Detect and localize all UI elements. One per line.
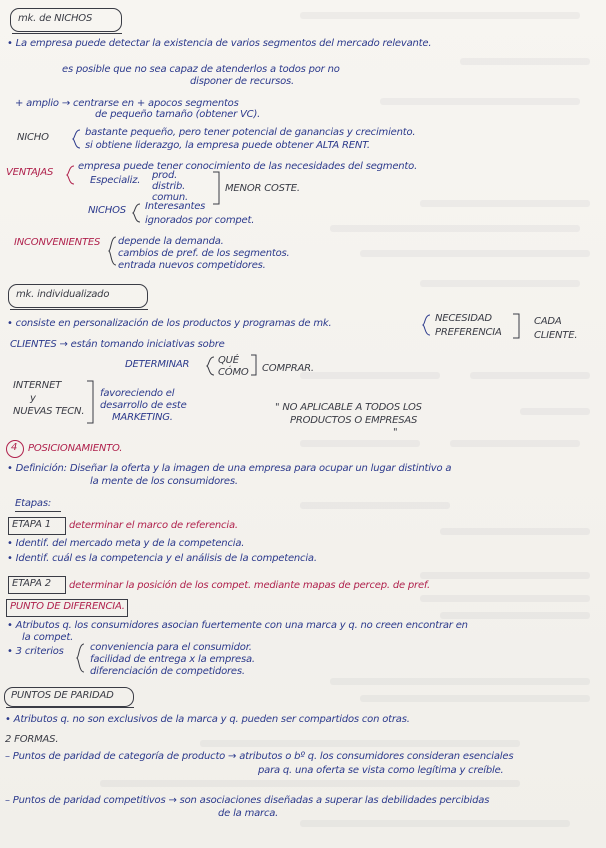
note-line: Especializ. [90, 175, 141, 186]
note-line: CÓMO [218, 367, 249, 378]
note-line: empresa puede tener conocimiento de las necesidades del segmento. [78, 161, 418, 172]
note-line: NUEVAS TECN. [13, 406, 85, 417]
note-line: INTERNET [13, 380, 62, 391]
note-line: de la marca. [218, 808, 279, 819]
subsection-title: PUNTOS DE PARIDAD [11, 690, 114, 701]
note-line: conveniencia para el consumidor. [90, 642, 252, 653]
note-line: • Identif. cuál es la competencia y el análisis de la competencia. [7, 553, 317, 564]
underline [15, 511, 61, 512]
note-line: NECESIDAD [435, 313, 492, 324]
note-line: bastante pequeño, pero tener potencial de ganancias y crecimiento. [85, 127, 416, 138]
note-line: disponer de recursos. [190, 76, 294, 87]
note-line: determinar el marco de referencia. [69, 520, 238, 531]
note-line: – Puntos de paridad de categoría de producto → atributos o bº q. los consumidores consideran esenciales [5, 751, 514, 762]
note-line: MARKETING. [112, 412, 173, 423]
note-line: para q. una oferta se vista como legítima y creíble. [258, 765, 504, 776]
etapa-label: ETAPA 1 [12, 519, 51, 530]
note-line: comun. [152, 192, 189, 203]
note-line: " NO APLICABLE A TODOS LOS [275, 402, 422, 413]
brace-icon [108, 236, 118, 266]
brace-icon [72, 129, 82, 149]
brace-icon [66, 165, 76, 185]
note-line: • La empresa puede detectar la existencia de varios segmentos del mercado relevante. [7, 38, 432, 49]
note-line: depende la demanda. [118, 236, 224, 247]
bracket-icon [512, 313, 522, 339]
note-line: • Definición: Diseñar la oferta y la imagen de una empresa para ocupar un lugar distintivo a [7, 463, 452, 474]
note-line: • Atributos q. no son exclusivos de la marca y q. pueden ser compartidos con otras. [5, 714, 410, 725]
note-line: cambios de pref. de los segmentos. [118, 248, 290, 259]
label-ventajas: VENTAJAS [6, 167, 54, 178]
note-line: la compet. [22, 632, 74, 643]
note-line: distrib. [152, 181, 186, 192]
note-line: entrada nuevos competidores. [118, 260, 266, 271]
note-line: " [393, 427, 398, 438]
note-line: de pequeño tamaño (obtener VC). [95, 109, 261, 120]
note-line: Interesantes [145, 201, 206, 212]
bracket-icon [86, 380, 96, 424]
label-inconvenientes: INCONVENIENTES [14, 237, 101, 248]
note-line: y [30, 393, 36, 404]
note-line: • Identif. del mercado meta y de la competencia. [7, 538, 245, 549]
note-line: prod. [152, 170, 178, 181]
note-line: PRODUCTOS O EMPRESAS [290, 415, 418, 426]
section-title-nichos: mk. de NICHOS [18, 13, 93, 24]
note-line: si obtiene liderazgo, la empresa puede obtener ALTA RENT. [85, 140, 370, 151]
note-line: PREFERENCIA [435, 327, 502, 338]
note-line: • consiste en personalización de los productos y programas de mk. [7, 318, 332, 329]
note-line: CLIENTE. [534, 330, 578, 341]
brace-icon [76, 643, 86, 673]
note-line: NICHOS [88, 205, 126, 216]
note-line: • Atributos q. los consumidores asocian fuertemente con una marca y q. no creen encontrar en [7, 620, 468, 631]
note-line: 2 FORMAS. [5, 734, 59, 745]
label-nicho: NICHO [17, 132, 49, 143]
note-line: ignorados por compet. [145, 215, 255, 226]
section-number: 4 [11, 442, 18, 453]
subsection-title: PUNTO DE DIFERENCIA. [10, 601, 125, 612]
note-line: DETERMINAR [125, 359, 190, 370]
note-line: la mente de los consumidores. [90, 476, 238, 487]
note-line: determinar la posición de los compet. mediante mapas de percep. de pref. [69, 580, 431, 591]
note-line: + amplio → centrarse en + apocos segmentos [15, 98, 239, 109]
note-line: COMPRAR. [262, 363, 314, 374]
bracket-icon [212, 171, 222, 205]
note-line: – Puntos de paridad competitivos → son asociaciones diseñadas a superar las debilidades percibidas [5, 795, 490, 806]
note-line: CLIENTES → están tomando iniciativas sobre [10, 339, 225, 350]
title-underline [6, 707, 134, 708]
note-line: es posible que no sea capaz de atenderlos a todos por no [62, 64, 340, 75]
brace-icon [422, 314, 432, 336]
note-line: MENOR COSTE. [225, 183, 300, 194]
note-line: diferenciación de competidores. [90, 666, 245, 677]
note-line: facilidad de entrega x la empresa. [90, 654, 255, 665]
title-underline [12, 33, 122, 34]
brace-icon [206, 356, 216, 376]
note-line: favoreciendo el [100, 388, 175, 399]
bracket-icon [250, 354, 258, 376]
note-line: CADA [534, 316, 562, 327]
note-line: Etapas: [15, 498, 52, 509]
note-line: QUÉ [218, 355, 239, 366]
section-title-posicionamiento: POSICIONAMIENTO. [28, 443, 123, 454]
note-line: • 3 criterios [7, 646, 64, 657]
section-title-individualizado: mk. individualizado [16, 289, 110, 300]
note-line: desarrollo de este [100, 400, 187, 411]
title-underline [10, 309, 148, 310]
etapa-label: ETAPA 2 [12, 578, 51, 589]
brace-icon [132, 203, 142, 223]
